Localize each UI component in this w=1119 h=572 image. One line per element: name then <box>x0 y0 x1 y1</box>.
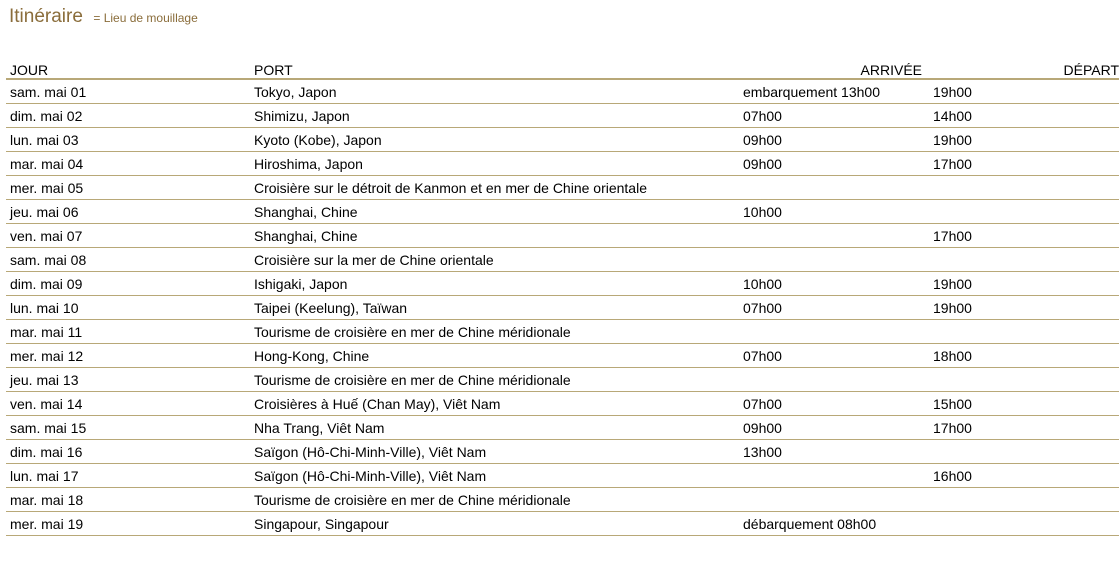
departure-cell: 19h00 <box>928 79 1119 104</box>
itinerary-table <box>6 56 1119 536</box>
table-row <box>6 272 1119 296</box>
day-cell: mar. mai 04 <box>6 152 250 176</box>
port-cell: Tourisme de croisière en mer de Chine méridionale <box>250 488 738 512</box>
day-cell: jeu. mai 06 <box>6 200 250 224</box>
table-row <box>6 79 1119 104</box>
table-row <box>6 152 1119 176</box>
day-cell: mer. mai 05 <box>6 176 250 200</box>
arrival-cell: 13h00 <box>738 440 928 464</box>
port-cell: Shanghai, Chine <box>250 200 738 224</box>
departure-cell <box>928 512 1119 536</box>
port-cell: Hiroshima, Japon <box>250 152 738 176</box>
table-row <box>6 464 1119 488</box>
port-cell: Saïgon (Hô-Chi-Minh-Ville), Viêt Nam <box>250 464 738 488</box>
day-cell: mar. mai 11 <box>6 320 250 344</box>
itinerary-header <box>9 6 198 32</box>
port-cell: Singapour, Singapour <box>250 512 738 536</box>
departure-cell: 19h00 <box>928 296 1119 320</box>
port-cell: Kyoto (Kobe), Japon <box>250 128 738 152</box>
column-header-arrival: ARRIVÉE <box>738 56 928 79</box>
table-row <box>6 392 1119 416</box>
arrival-cell: embarquement 13h00 <box>738 79 928 104</box>
arrival-cell <box>738 176 928 200</box>
arrival-cell: 07h00 <box>738 104 928 128</box>
day-cell: mar. mai 18 <box>6 488 250 512</box>
day-cell: sam. mai 15 <box>6 416 250 440</box>
day-cell: dim. mai 16 <box>6 440 250 464</box>
table-row <box>6 512 1119 536</box>
arrival-cell <box>738 488 928 512</box>
arrival-cell: 07h00 <box>738 296 928 320</box>
departure-cell <box>928 440 1119 464</box>
arrival-cell: 09h00 <box>738 128 928 152</box>
itinerary-rows <box>6 79 1119 536</box>
arrival-cell <box>738 368 928 392</box>
day-cell: jeu. mai 13 <box>6 368 250 392</box>
departure-cell: 18h00 <box>928 344 1119 368</box>
arrival-cell: 09h00 <box>738 416 928 440</box>
table-row <box>6 296 1119 320</box>
table-row <box>6 416 1119 440</box>
day-cell: dim. mai 09 <box>6 272 250 296</box>
departure-cell <box>928 488 1119 512</box>
table-header-row <box>6 56 1119 79</box>
table-row <box>6 248 1119 272</box>
port-cell: Shanghai, Chine <box>250 224 738 248</box>
departure-cell <box>928 176 1119 200</box>
page-title: Itinéraire <box>9 6 83 27</box>
arrival-cell: 10h00 <box>738 200 928 224</box>
day-cell: dim. mai 02 <box>6 104 250 128</box>
column-header-port: PORT <box>250 56 738 79</box>
arrival-cell: 07h00 <box>738 392 928 416</box>
table-row <box>6 344 1119 368</box>
day-cell: mer. mai 19 <box>6 512 250 536</box>
departure-cell: 14h00 <box>928 104 1119 128</box>
port-cell: Nha Trang, Viêt Nam <box>250 416 738 440</box>
departure-cell: 19h00 <box>928 272 1119 296</box>
departure-cell: 15h00 <box>928 392 1119 416</box>
arrival-cell: 07h00 <box>738 344 928 368</box>
departure-cell <box>928 248 1119 272</box>
table-row <box>6 176 1119 200</box>
departure-cell: 19h00 <box>928 128 1119 152</box>
day-cell: ven. mai 14 <box>6 392 250 416</box>
table-row <box>6 128 1119 152</box>
arrival-cell <box>738 248 928 272</box>
port-cell: Tourisme de croisière en mer de Chine méridionale <box>250 320 738 344</box>
port-cell: Taipei (Keelung), Taïwan <box>250 296 738 320</box>
port-cell: Hong-Kong, Chine <box>250 344 738 368</box>
table-row <box>6 200 1119 224</box>
departure-cell <box>928 200 1119 224</box>
arrival-cell: 10h00 <box>738 272 928 296</box>
departure-cell: 17h00 <box>928 152 1119 176</box>
arrival-cell <box>738 464 928 488</box>
port-cell: Croisières à Huế (Chan May), Viêt Nam <box>250 392 738 416</box>
column-header-departure: DÉPART <box>928 56 1119 79</box>
table-row <box>6 440 1119 464</box>
port-cell: Croisière sur le détroit de Kanmon et en mer de Chine orientale <box>250 176 738 200</box>
column-header-day: JOUR <box>6 56 250 79</box>
departure-cell <box>928 368 1119 392</box>
day-cell: lun. mai 03 <box>6 128 250 152</box>
day-cell: lun. mai 10 <box>6 296 250 320</box>
port-cell: Ishigaki, Japon <box>250 272 738 296</box>
arrival-cell: débarquement 08h00 <box>738 512 928 536</box>
day-cell: sam. mai 08 <box>6 248 250 272</box>
day-cell: ven. mai 07 <box>6 224 250 248</box>
port-cell: Croisière sur la mer de Chine orientale <box>250 248 738 272</box>
departure-cell: 16h00 <box>928 464 1119 488</box>
port-cell: Tourisme de croisière en mer de Chine méridionale <box>250 368 738 392</box>
departure-cell: 17h00 <box>928 224 1119 248</box>
day-cell: sam. mai 01 <box>6 79 250 104</box>
table-row <box>6 104 1119 128</box>
table-row <box>6 368 1119 392</box>
table-row <box>6 488 1119 512</box>
arrival-cell <box>738 224 928 248</box>
arrival-cell <box>738 320 928 344</box>
port-cell: Tokyo, Japon <box>250 79 738 104</box>
anchorage-legend: = Lieu de mouillage <box>93 11 198 25</box>
arrival-cell: 09h00 <box>738 152 928 176</box>
table-row <box>6 320 1119 344</box>
departure-cell: 17h00 <box>928 416 1119 440</box>
departure-cell <box>928 320 1119 344</box>
port-cell: Shimizu, Japon <box>250 104 738 128</box>
day-cell: lun. mai 17 <box>6 464 250 488</box>
port-cell: Saïgon (Hô-Chi-Minh-Ville), Viêt Nam <box>250 440 738 464</box>
table-row <box>6 224 1119 248</box>
day-cell: mer. mai 12 <box>6 344 250 368</box>
